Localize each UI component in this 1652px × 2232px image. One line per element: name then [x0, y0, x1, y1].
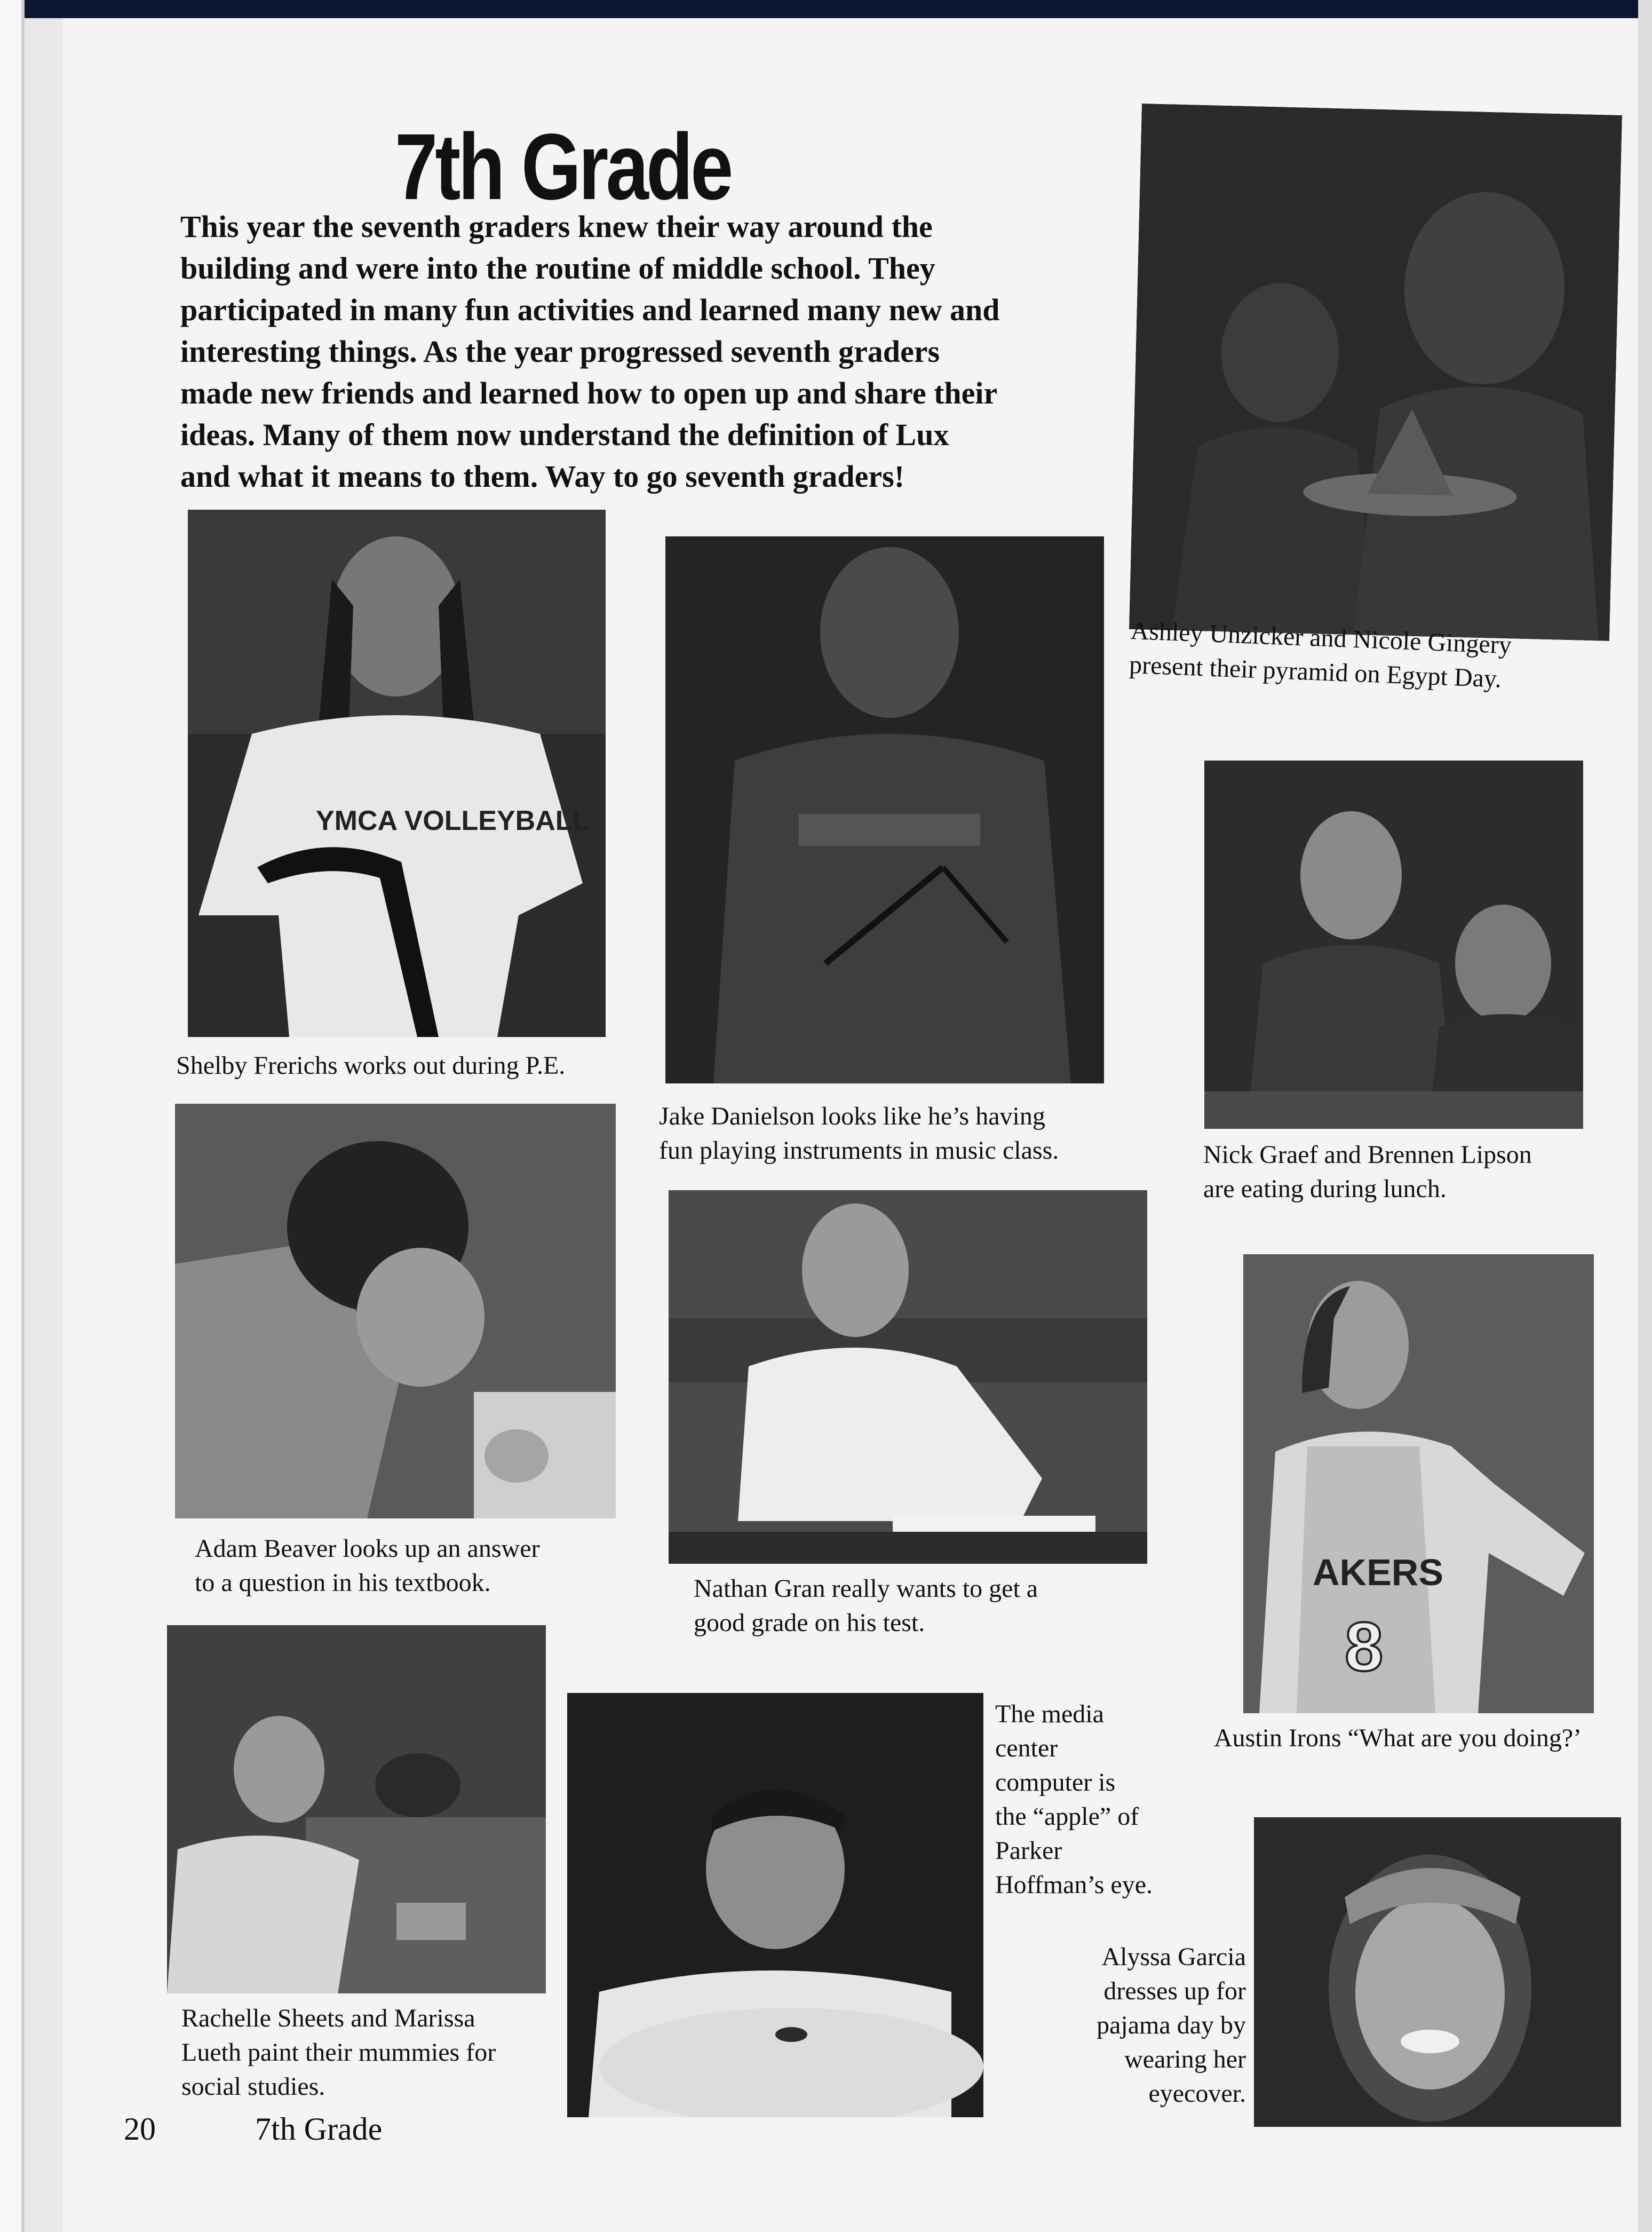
photo-rachelle-marissa	[167, 1625, 546, 1993]
caption-line: Rachelle Sheets and Marissa	[181, 2004, 475, 2032]
photo-jake	[665, 536, 1104, 1083]
jersey-text: AKERS	[1313, 1552, 1444, 1593]
caption-line: good grade on his test.	[694, 1609, 925, 1637]
caption-line: center	[995, 1734, 1058, 1762]
photo-jake-art	[665, 536, 1104, 1083]
caption-line: Lueth paint their mummies for	[181, 2038, 496, 2067]
caption-line: Parker	[995, 1837, 1062, 1865]
caption-line: Jake Danielson looks like he’s having	[659, 1102, 1045, 1130]
caption-line: The media	[995, 1700, 1104, 1728]
caption-line: computer is	[995, 1768, 1116, 1796]
caption-line: pajama day by	[1097, 2011, 1246, 2039]
intro-line: interesting things. As the year progressed seventh graders	[180, 334, 940, 369]
photo-shelby-art	[188, 510, 606, 1037]
caption-line: Hoffman’s eye.	[995, 1871, 1153, 1899]
page-title: 7th Grade	[395, 115, 731, 219]
caption-line: Shelby Frerichs works out during P.E.	[176, 1051, 566, 1080]
photo-egypt-day	[1129, 104, 1622, 641]
caption-shelby	[176, 1049, 565, 1083]
shirt-text: YMCA VOLLEYBALL	[316, 805, 590, 836]
photo-nick-brennen-art	[1204, 761, 1583, 1129]
caption-alyssa	[1030, 1940, 1246, 2111]
caption-adam	[195, 1532, 539, 1600]
caption-parker	[995, 1697, 1153, 1902]
photo-shelby	[188, 510, 606, 1037]
photo-nathan-art	[669, 1190, 1147, 1564]
caption-line: Nick Graef and Brennen Lipson	[1203, 1141, 1532, 1169]
jersey-number: 8	[1345, 1608, 1384, 1685]
photo-parker-art	[567, 1693, 983, 2117]
page-number: 20	[124, 2111, 156, 2147]
intro-line: building and were into the routine of middle school. They	[180, 251, 935, 286]
caption-line: eyecover.	[1148, 2079, 1246, 2108]
photo-austin-art	[1243, 1254, 1594, 1713]
caption-line: fun playing instruments in music class.	[659, 1136, 1059, 1165]
photo-nathan	[669, 1190, 1147, 1564]
section-footer: 7th Grade	[255, 2111, 383, 2147]
intro-line: participated in many fun activities and learned many new and	[180, 292, 1000, 327]
caption-line: Alyssa Garcia	[1101, 1943, 1246, 1971]
scan-edge-top	[0, 0, 1652, 18]
intro-line: ideas. Many of them now understand the definition of Lux	[180, 417, 949, 452]
intro-paragraph	[180, 206, 1066, 497]
scan-edge-right	[1638, 0, 1652, 2232]
photo-adam	[175, 1104, 616, 1518]
photo-alyssa	[1254, 1817, 1621, 2127]
caption-rachelle-marissa	[181, 2001, 496, 2104]
intro-line: made new friends and learned how to open up and share their	[180, 376, 998, 410]
photo-nick-brennen	[1204, 761, 1583, 1129]
caption-jake	[659, 1099, 1059, 1168]
caption-line: the “apple” of	[995, 1802, 1139, 1831]
caption-line: Adam Beaver looks up an answer	[195, 1534, 540, 1563]
caption-line: Ashley Unzicker and Nicole Gingery	[1130, 616, 1512, 660]
caption-line: wearing her	[1124, 2045, 1246, 2073]
photo-alyssa-art	[1254, 1817, 1621, 2127]
caption-line: social studies.	[181, 2072, 325, 2101]
intro-line: This year the seventh graders knew their way around the	[180, 209, 933, 244]
intro-line: and what it means to them. Way to go seventh graders!	[180, 459, 905, 494]
caption-line: dresses up for	[1103, 1977, 1246, 2005]
caption-nathan	[694, 1572, 1038, 1640]
caption-austin	[1214, 1721, 1582, 1755]
caption-line: to a question in his textbook.	[195, 1569, 491, 1597]
caption-nick-brennen	[1203, 1138, 1532, 1206]
caption-line: are eating during lunch.	[1203, 1175, 1447, 1203]
caption-line: present their pyramid on Egypt Day.	[1129, 650, 1502, 693]
photo-parker	[567, 1693, 983, 2117]
caption-line: Nathan Gran really wants to get a	[694, 1574, 1038, 1603]
photo-austin	[1243, 1254, 1594, 1713]
photo-adam-art	[175, 1104, 616, 1518]
caption-line: Austin Irons “What are you doing?’	[1214, 1724, 1582, 1752]
photo-egypt-day-art	[1129, 104, 1622, 641]
photo-rachelle-marissa-art	[167, 1625, 546, 1993]
scan-edge-left	[0, 0, 25, 2232]
